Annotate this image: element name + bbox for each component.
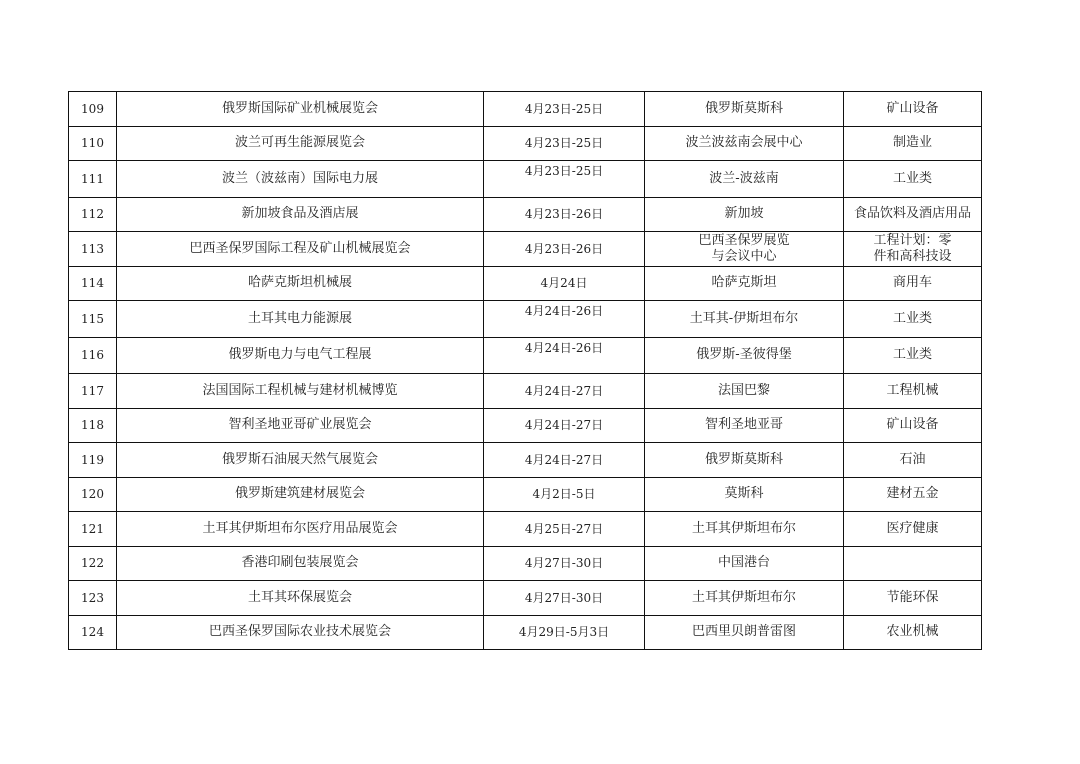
exhibition-name: 波兰（波兹南）国际电力展: [117, 161, 484, 198]
table-row: [69, 443, 982, 478]
exhibition-name: 土耳其伊斯坦布尔医疗用品展览会: [117, 512, 484, 547]
row-number: 121: [69, 512, 117, 547]
exhibition-date: 4月24日-27日: [484, 443, 645, 478]
exhibition-category: 食品饮料及酒店用品: [844, 197, 982, 232]
exhibition-category: 医疗健康: [844, 512, 982, 547]
exhibition-category: 矿山设备: [844, 92, 982, 127]
exhibition-venue: 中国港台: [645, 546, 844, 581]
exhibition-venue: 莫斯科: [645, 477, 844, 512]
table-row: [69, 197, 982, 232]
exhibition-category: 节能环保: [844, 581, 982, 616]
table-row: [69, 615, 982, 650]
table-row: [69, 374, 982, 409]
row-number: 112: [69, 197, 117, 232]
exhibition-date: 4月25日-27日: [484, 512, 645, 547]
exhibition-category: 制造业: [844, 126, 982, 161]
exhibition-category: 工业类: [844, 161, 982, 198]
category-line: 件和高科技设: [873, 248, 952, 264]
exhibition-name: 土耳其环保展览会: [117, 581, 484, 616]
row-number: 122: [69, 546, 117, 581]
exhibition-category: 石油: [844, 443, 982, 478]
exhibition-category: 工程机械: [844, 374, 982, 409]
exhibition-date: 4月2日-5日: [484, 477, 645, 512]
table-row: [69, 337, 982, 374]
venue-line: 巴西圣保罗展览: [698, 232, 790, 248]
exhibition-date: 4月23日-26日: [484, 197, 645, 232]
table-row: [69, 266, 982, 301]
exhibition-venue: 法国巴黎: [645, 374, 844, 409]
exhibition-name: 哈萨克斯坦机械展: [117, 266, 484, 301]
exhibition-venue: 巴西里贝朗普雷图: [645, 615, 844, 650]
exhibition-venue: 土耳其伊斯坦布尔: [645, 512, 844, 547]
exhibition-date: 4月24日-27日: [484, 374, 645, 409]
table-row: [69, 512, 982, 547]
exhibition-category: [844, 546, 982, 581]
exhibition-venue: 哈萨克斯坦: [645, 266, 844, 301]
exhibition-category: 建材五金: [844, 477, 982, 512]
row-number: 114: [69, 266, 117, 301]
exhibition-table: [68, 91, 982, 650]
exhibition-date: 4月24日-26日: [484, 301, 645, 338]
table-row: [69, 301, 982, 338]
exhibition-category: 商用车: [844, 266, 982, 301]
exhibition-name: 俄罗斯电力与电气工程展: [117, 337, 484, 374]
exhibition-venue: [645, 232, 844, 267]
row-number: 117: [69, 374, 117, 409]
row-number: 124: [69, 615, 117, 650]
exhibition-name: 香港印刷包装展览会: [117, 546, 484, 581]
exhibition-name: 巴西圣保罗国际农业技术展览会: [117, 615, 484, 650]
exhibition-venue: 俄罗斯-圣彼得堡: [645, 337, 844, 374]
table-row: [69, 408, 982, 443]
exhibition-name: 俄罗斯石油展天然气展览会: [117, 443, 484, 478]
exhibition-category: [844, 232, 982, 267]
exhibition-name: 俄罗斯建筑建材展览会: [117, 477, 484, 512]
table-row: [69, 477, 982, 512]
exhibition-venue: 波兰波兹南会展中心: [645, 126, 844, 161]
exhibition-date: 4月29日-5月3日: [484, 615, 645, 650]
exhibition-name: 法国国际工程机械与建材机械博览: [117, 374, 484, 409]
exhibition-date: 4月24日-26日: [484, 337, 645, 374]
row-number: 120: [69, 477, 117, 512]
exhibition-name: 智利圣地亚哥矿业展览会: [117, 408, 484, 443]
exhibition-date: 4月23日-25日: [484, 92, 645, 127]
table-row: [69, 161, 982, 198]
table-row: [69, 581, 982, 616]
exhibition-venue: 波兰-波兹南: [645, 161, 844, 198]
row-number: 118: [69, 408, 117, 443]
exhibition-venue: 土耳其-伊斯坦布尔: [645, 301, 844, 338]
exhibition-date: 4月23日-25日: [484, 126, 645, 161]
row-number: 110: [69, 126, 117, 161]
exhibition-name: 新加坡食品及酒店展: [117, 197, 484, 232]
exhibition-venue: 土耳其伊斯坦布尔: [645, 581, 844, 616]
row-number: 113: [69, 232, 117, 267]
category-line: 工程计划：零: [873, 232, 952, 248]
venue-line: 与会议中心: [711, 248, 777, 264]
row-number: 111: [69, 161, 117, 198]
exhibition-category: 工业类: [844, 301, 982, 338]
exhibition-venue: 俄罗斯莫斯科: [645, 443, 844, 478]
exhibition-name: 巴西圣保罗国际工程及矿山机械展览会: [117, 232, 484, 267]
exhibition-date: 4月27日-30日: [484, 581, 645, 616]
row-number: 119: [69, 443, 117, 478]
exhibition-name: 俄罗斯国际矿业机械展览会: [117, 92, 484, 127]
exhibition-venue: 智利圣地亚哥: [645, 408, 844, 443]
exhibition-category: 工业类: [844, 337, 982, 374]
table-row: [69, 92, 982, 127]
row-number: 116: [69, 337, 117, 374]
exhibition-date: 4月24日: [484, 266, 645, 301]
row-number: 109: [69, 92, 117, 127]
row-number: 123: [69, 581, 117, 616]
exhibition-category: 矿山设备: [844, 408, 982, 443]
table-row: [69, 546, 982, 581]
exhibition-venue: 新加坡: [645, 197, 844, 232]
table-row: [69, 126, 982, 161]
exhibition-date: 4月27日-30日: [484, 546, 645, 581]
table-row: [69, 232, 982, 267]
exhibition-name: 土耳其电力能源展: [117, 301, 484, 338]
exhibition-name: 波兰可再生能源展览会: [117, 126, 484, 161]
exhibition-date: 4月24日-27日: [484, 408, 645, 443]
exhibition-category: 农业机械: [844, 615, 982, 650]
exhibition-date: 4月23日-26日: [484, 232, 645, 267]
exhibition-venue: 俄罗斯莫斯科: [645, 92, 844, 127]
row-number: 115: [69, 301, 117, 338]
exhibition-date: 4月23日-25日: [484, 161, 645, 198]
